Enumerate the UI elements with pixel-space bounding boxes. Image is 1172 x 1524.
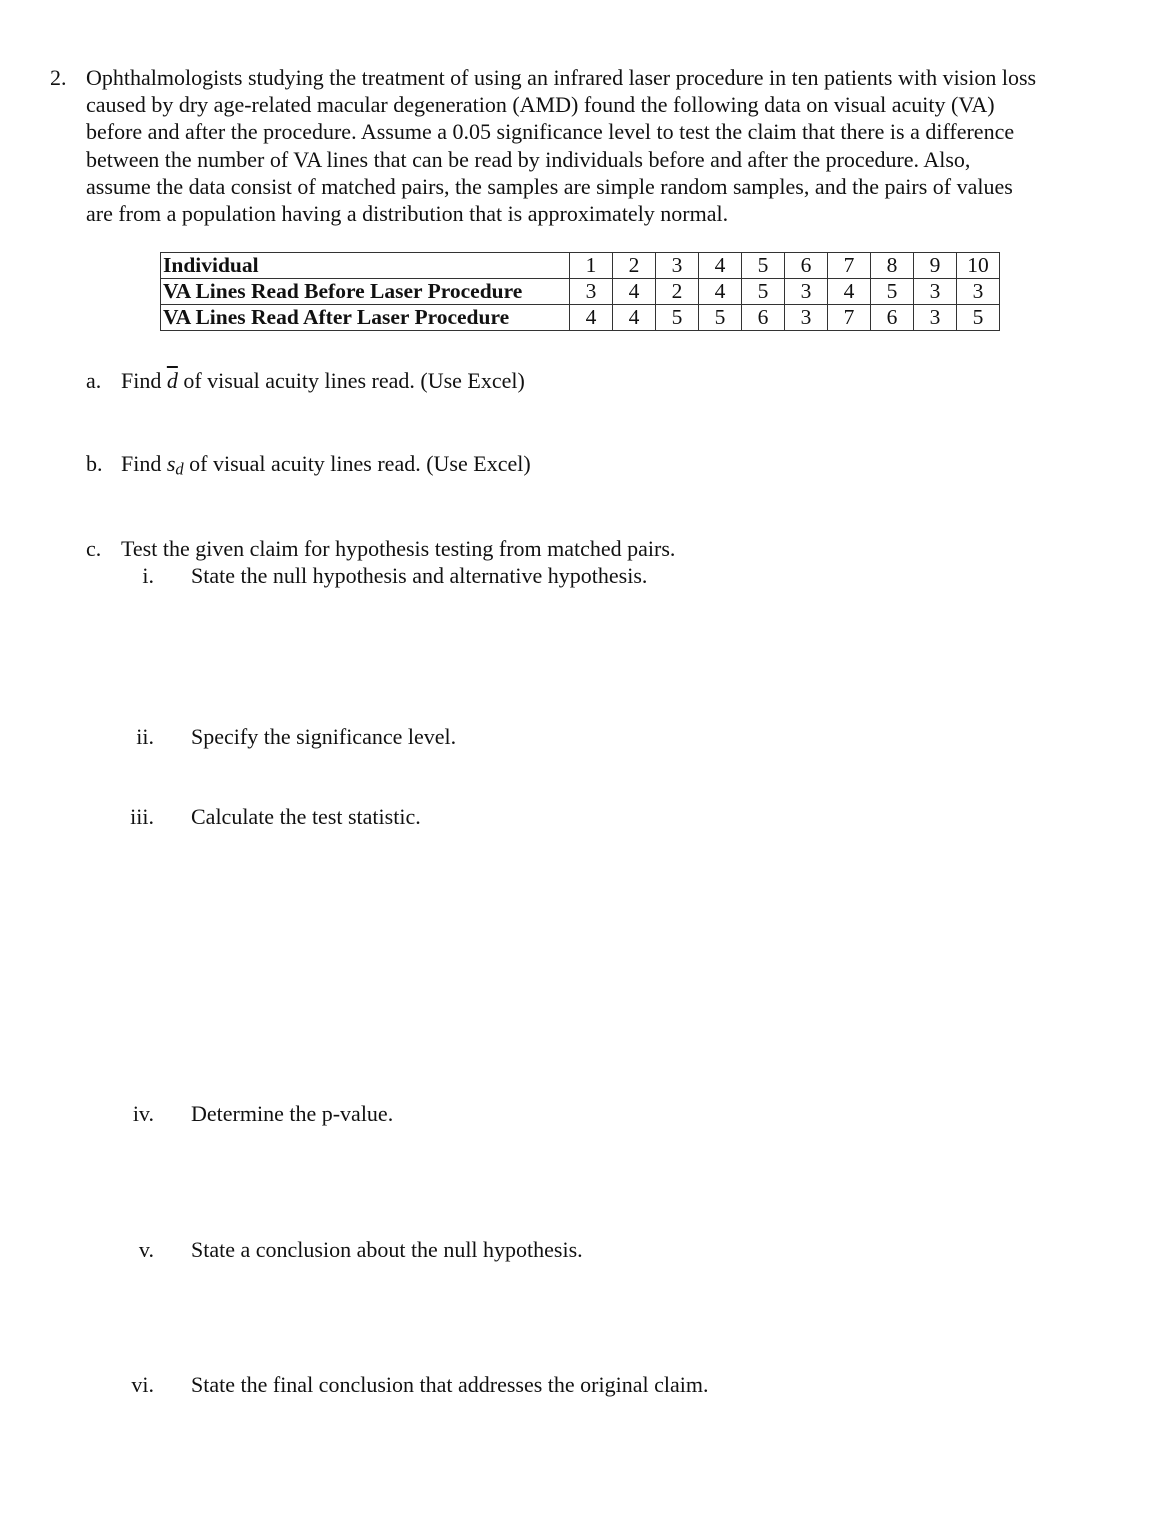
table-cell: 3 xyxy=(914,279,957,305)
data-table xyxy=(160,252,1000,331)
table-cell: 2 xyxy=(613,253,656,279)
table-cell: 3 xyxy=(785,305,828,331)
part-c-text: Test the given claim for hypothesis testing from matched pairs. xyxy=(121,536,676,561)
table-cell: 5 xyxy=(957,305,1000,331)
table-cell: 6 xyxy=(742,305,785,331)
table-row xyxy=(161,253,1000,279)
table-cell: 4 xyxy=(699,279,742,305)
subpart-v-marker: v. xyxy=(138,1237,154,1262)
table-row xyxy=(161,279,1000,305)
table-row-label: Individual xyxy=(161,253,570,279)
table-cell: 7 xyxy=(828,253,871,279)
part-a-prefix: Find xyxy=(121,368,167,393)
part-b-text xyxy=(121,450,531,482)
table-cell: 8 xyxy=(871,253,914,279)
subpart-i-marker: i. xyxy=(142,563,154,588)
problem-number: 2. xyxy=(50,65,67,90)
table-cell: 1 xyxy=(570,253,613,279)
table-cell: 3 xyxy=(570,279,613,305)
table-cell: 4 xyxy=(613,279,656,305)
table-row-label: VA Lines Read After Laser Procedure xyxy=(161,305,570,331)
subpart-iii-text: Calculate the test statistic. xyxy=(191,804,421,829)
subpart-i-text: State the null hypothesis and alternative hypothesis. xyxy=(191,563,648,588)
table-cell: 5 xyxy=(656,305,699,331)
subpart-iv-text: Determine the p-value. xyxy=(191,1101,394,1126)
table-cell: 5 xyxy=(871,279,914,305)
table-cell: 5 xyxy=(699,305,742,331)
table-cell: 3 xyxy=(785,279,828,305)
subpart-iii-marker: iii. xyxy=(130,804,154,829)
subpart-ii-text: Specify the significance level. xyxy=(191,724,457,749)
table-cell: 5 xyxy=(742,279,785,305)
table-cell: 6 xyxy=(871,305,914,331)
subpart-iv-marker: iv. xyxy=(132,1101,154,1126)
subpart-vi-marker: vi. xyxy=(131,1372,154,1397)
part-a-marker: a. xyxy=(86,368,102,393)
table-cell: 4 xyxy=(570,305,613,331)
part-b-prefix: Find xyxy=(121,451,167,476)
table-cell: 4 xyxy=(828,279,871,305)
table-cell: 3 xyxy=(914,305,957,331)
part-a-suffix: of visual acuity lines read. (Use Excel) xyxy=(177,368,525,393)
d-subscript: d xyxy=(175,459,184,479)
table-cell: 3 xyxy=(957,279,1000,305)
table-row xyxy=(161,305,1000,331)
table-cell: 10 xyxy=(957,253,1000,279)
subpart-v-text: State a conclusion about the null hypothesis. xyxy=(191,1237,583,1262)
subpart-vi-text: State the final conclusion that addresses the original claim. xyxy=(191,1372,709,1397)
table-cell: 4 xyxy=(699,253,742,279)
part-b-marker: b. xyxy=(86,451,103,476)
table-cell: 9 xyxy=(914,253,957,279)
table-cell: 7 xyxy=(828,305,871,331)
problem-statement: Ophthalmologists studying the treatment of using an infrared laser procedure in ten patients with vision loss caused by dry age-related macular degeneration (AMD) found the following data on visual acuity (VA) before and after the procedure. Assume a 0.05 significance level to test the claim that there is a difference between the number of VA lines that can be read by individuals before and after the procedure. Also, assume the data consist of matched pairs, the samples are simple random samples, and the pairs of values are from a population having a distribution that is approximately normal. xyxy=(86,65,1037,227)
table-cell: 6 xyxy=(785,253,828,279)
part-a-text xyxy=(121,367,525,394)
table-row-label: VA Lines Read Before Laser Procedure xyxy=(161,279,570,305)
table-cell: 3 xyxy=(656,253,699,279)
s-symbol: s xyxy=(166,451,176,476)
part-c-marker: c. xyxy=(86,536,102,561)
table-cell: 2 xyxy=(656,279,699,305)
subpart-ii-marker: ii. xyxy=(136,724,154,749)
table-cell: 4 xyxy=(613,305,656,331)
d-bar-symbol: $\overline{d}$ xyxy=(166,368,178,393)
part-b-suffix: of visual acuity lines read. (Use Excel) xyxy=(183,451,531,476)
table-cell: 5 xyxy=(742,253,785,279)
